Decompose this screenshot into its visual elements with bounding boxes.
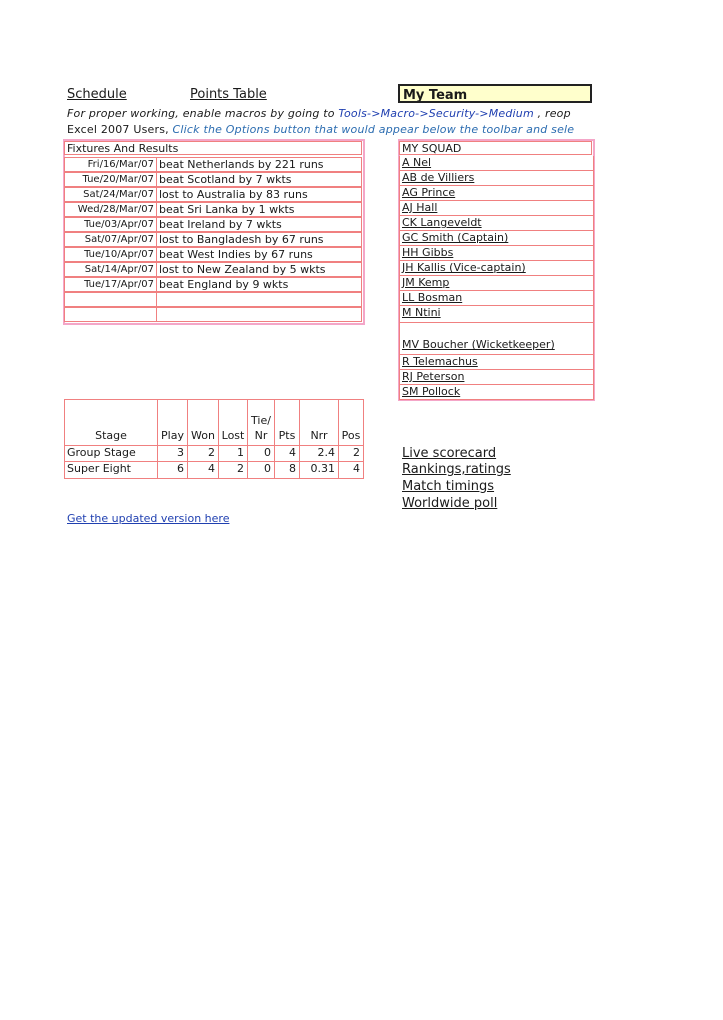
fixture-result: lost to New Zealand by 5 wkts bbox=[157, 262, 362, 277]
points-cell: 0.31 bbox=[299, 461, 339, 479]
fixture-result: beat Ireland by 7 wkts bbox=[157, 217, 362, 232]
fixture-result: lost to Australia by 83 runs bbox=[157, 187, 362, 202]
fixture-row bbox=[64, 307, 362, 322]
squad-player[interactable] bbox=[399, 291, 594, 306]
squad-player[interactable] bbox=[399, 355, 594, 370]
fixture-date bbox=[64, 307, 157, 322]
excel-2007-note bbox=[67, 123, 594, 136]
points-cell: 2 bbox=[338, 445, 364, 462]
player-link[interactable]: CK Langeveldt bbox=[402, 216, 482, 229]
points-cell: 4 bbox=[338, 461, 364, 479]
fixture-date: Tue/10/Apr/07 bbox=[64, 247, 157, 262]
squad-title: MY SQUAD bbox=[399, 141, 592, 155]
squad-player[interactable] bbox=[399, 370, 594, 385]
points-cell-stage: Super Eight bbox=[64, 461, 158, 479]
player-link[interactable]: M Ntini bbox=[402, 306, 441, 319]
player-link[interactable]: RJ Peterson bbox=[402, 370, 465, 383]
fixture-date: Fri/16/Mar/07 bbox=[64, 157, 157, 172]
points-cell: 2 bbox=[218, 461, 248, 479]
fixture-row bbox=[64, 157, 362, 172]
schedule-link[interactable]: Schedule bbox=[67, 87, 127, 102]
fixture-date: Sat/14/Apr/07 bbox=[64, 262, 157, 277]
points-header-pos: Pos bbox=[338, 399, 364, 446]
fixture-row bbox=[64, 187, 362, 202]
fixture-result: beat Sri Lanka by 1 wkts bbox=[157, 202, 362, 217]
points-cell: 4 bbox=[274, 445, 300, 462]
live-scorecard-link[interactable]: Live scorecard bbox=[402, 446, 497, 461]
fixture-date: Wed/28/Mar/07 bbox=[64, 202, 157, 217]
fixture-row bbox=[64, 262, 362, 277]
macro-note bbox=[67, 107, 594, 120]
points-cell: 3 bbox=[157, 445, 188, 462]
points-cell: 8 bbox=[274, 461, 300, 479]
points-header-nrr: Nrr bbox=[299, 399, 339, 446]
fixture-date: Tue/20/Mar/07 bbox=[64, 172, 157, 187]
player-link[interactable]: MV Boucher (Wicketkeeper) bbox=[402, 338, 555, 351]
points-header-lost: Lost bbox=[218, 399, 248, 446]
points-header-stage: Stage bbox=[64, 399, 158, 446]
fixture-date: Sat/07/Apr/07 bbox=[64, 232, 157, 247]
points-cell: 0 bbox=[247, 461, 275, 479]
points-header-tie-nr: Tie/ Nr bbox=[247, 399, 275, 446]
fixture-result: beat Netherlands by 221 runs bbox=[157, 157, 362, 172]
player-link[interactable]: LL Bosman bbox=[402, 291, 463, 304]
squad-player[interactable] bbox=[399, 216, 594, 231]
fixture-row bbox=[64, 277, 362, 292]
squad-player[interactable] bbox=[399, 186, 594, 201]
points-cell: 1 bbox=[218, 445, 248, 462]
points-table-link[interactable]: Points Table bbox=[190, 87, 267, 102]
points-cell: 0 bbox=[247, 445, 275, 462]
fixture-result: beat West Indies by 67 runs bbox=[157, 247, 362, 262]
fixture-row bbox=[64, 172, 362, 187]
macro-note-prefix: For proper working, enable macros by going to bbox=[67, 107, 339, 120]
fixture-row bbox=[64, 247, 362, 262]
fixture-result: beat England by 9 wkts bbox=[157, 277, 362, 292]
fixture-result bbox=[157, 292, 362, 307]
points-header-pts: Pts bbox=[274, 399, 300, 446]
macro-note-suffix: , reop bbox=[533, 107, 571, 120]
fixture-result bbox=[157, 307, 362, 322]
fixture-result: lost to Bangladesh by 67 runs bbox=[157, 232, 362, 247]
fixture-date: Tue/17/Apr/07 bbox=[64, 277, 157, 292]
player-link[interactable]: GC Smith (Captain) bbox=[402, 231, 509, 244]
points-cell: 4 bbox=[187, 461, 219, 479]
points-header-won: Won bbox=[187, 399, 219, 446]
fixture-row bbox=[64, 232, 362, 247]
fixture-row bbox=[64, 292, 362, 307]
player-link[interactable]: JH Kallis (Vice-captain) bbox=[402, 261, 526, 274]
player-link[interactable]: AB de Villiers bbox=[402, 171, 475, 184]
excel-note-instruction: Click the Options button that would appear below the toolbar and sele bbox=[172, 123, 575, 136]
squad-player[interactable] bbox=[399, 231, 594, 246]
fixture-date: Tue/03/Apr/07 bbox=[64, 217, 157, 232]
squad-player[interactable] bbox=[399, 385, 594, 400]
squad-player[interactable] bbox=[399, 323, 594, 355]
squad-player[interactable] bbox=[399, 156, 594, 171]
fixture-result: beat Scotland by 7 wkts bbox=[157, 172, 362, 187]
fixture-date bbox=[64, 292, 157, 307]
fixture-date: Sat/24/Mar/07 bbox=[64, 187, 157, 202]
macro-note-path: Tools->Macro->Security->Medium bbox=[338, 107, 534, 120]
squad-player[interactable] bbox=[399, 276, 594, 291]
squad-player[interactable] bbox=[399, 261, 594, 276]
player-link[interactable]: HH Gibbs bbox=[402, 246, 454, 259]
squad-player[interactable] bbox=[399, 201, 594, 216]
player-link[interactable]: AJ Hall bbox=[402, 201, 438, 214]
player-link[interactable]: A Nel bbox=[402, 156, 432, 169]
player-link[interactable]: SM Pollock bbox=[402, 385, 461, 398]
player-link[interactable]: R Telemachus bbox=[402, 355, 478, 368]
points-cell: 2 bbox=[187, 445, 219, 462]
fixture-row bbox=[64, 202, 362, 217]
player-link[interactable]: JM Kemp bbox=[402, 276, 450, 289]
points-cell-stage: Group Stage bbox=[64, 445, 158, 462]
points-cell: 6 bbox=[157, 461, 188, 479]
my-team-title[interactable]: My Team bbox=[398, 84, 592, 103]
excel-note-prefix: Excel 2007 Users, bbox=[67, 123, 173, 136]
rankings-link[interactable]: Rankings,ratings bbox=[402, 462, 511, 477]
worldwide-poll-link[interactable]: Worldwide poll bbox=[402, 496, 498, 511]
points-header-play: Play bbox=[157, 399, 188, 446]
squad-player[interactable] bbox=[399, 246, 594, 261]
fixture-row bbox=[64, 217, 362, 232]
squad-player[interactable] bbox=[399, 171, 594, 186]
player-link[interactable]: AG Prince bbox=[402, 186, 456, 199]
match-timings-link[interactable]: Match timings bbox=[402, 479, 495, 494]
squad-player[interactable] bbox=[399, 306, 594, 323]
points-cell: 2.4 bbox=[299, 445, 339, 462]
updated-version-link[interactable]: Get the updated version here bbox=[67, 512, 230, 525]
fixtures-title: Fixtures And Results bbox=[64, 141, 362, 155]
